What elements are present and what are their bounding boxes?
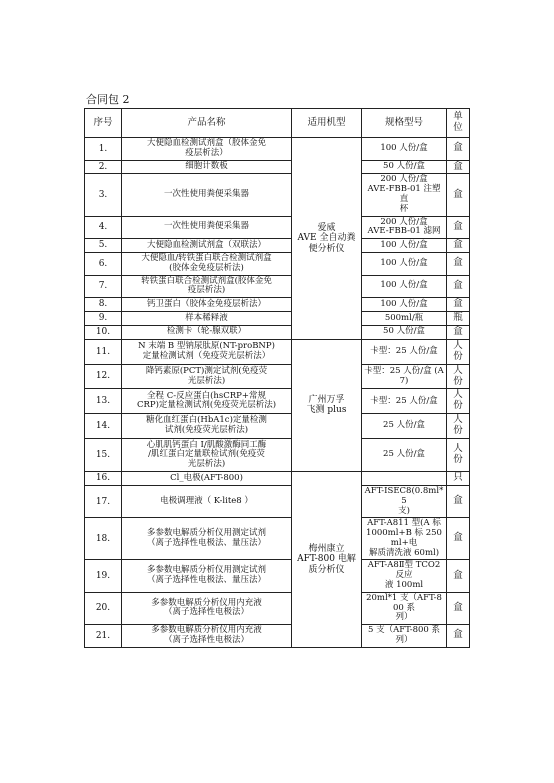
header-model: 适用机型 bbox=[292, 109, 362, 138]
row-number: 4. bbox=[85, 216, 122, 239]
spec-model: 100 人份/盒 bbox=[362, 298, 447, 312]
row-number: 13. bbox=[85, 389, 122, 414]
spec-model: 50 人份/盒 bbox=[362, 160, 447, 174]
table-row bbox=[85, 275, 470, 298]
unit: 盒 bbox=[447, 592, 470, 624]
product-name: 一次性使用粪便采集器 bbox=[122, 216, 292, 239]
row-number: 19. bbox=[85, 560, 122, 592]
table-row bbox=[85, 138, 470, 161]
product-name: 大便隐血检测试剂盒（双联法） bbox=[122, 239, 292, 253]
row-number: 10. bbox=[85, 325, 122, 339]
unit: 盒 bbox=[447, 138, 470, 161]
product-name: 转铁蛋白联合检测试剂盒(胶体金免 疫层析法) bbox=[122, 275, 292, 298]
spec-model: 100 人份/盒 bbox=[362, 239, 447, 253]
product-name: 多参数电解质分析仪用测定试剂 （离子选择性电极法、量压法） bbox=[122, 560, 292, 592]
unit: 人 份 bbox=[447, 339, 470, 364]
header-spec: 规格型号 bbox=[362, 109, 447, 138]
spec-model: 卡型：25 人份/盒 bbox=[362, 389, 447, 414]
product-name: 细胞计数板 bbox=[122, 160, 292, 174]
table-row bbox=[85, 592, 470, 624]
table-row bbox=[85, 160, 470, 174]
unit: 人 份 bbox=[447, 389, 470, 414]
unit: 盒 bbox=[447, 486, 470, 518]
table-row bbox=[85, 625, 470, 648]
product-name: 降钙素原(PCT)测定试剂(免疫荧 光层析法) bbox=[122, 364, 292, 389]
unit: 人 份 bbox=[447, 439, 470, 472]
product-name: 检测卡（轮-腺双联） bbox=[122, 325, 292, 339]
unit: 盒 bbox=[447, 275, 470, 298]
header-row bbox=[85, 109, 470, 138]
applicable-model: 广州万孚 飞测 plus bbox=[292, 339, 362, 471]
unit: 盒 bbox=[447, 518, 470, 560]
row-number: 15. bbox=[85, 439, 122, 472]
row-number: 11. bbox=[85, 339, 122, 364]
product-name: 多参数电解质分析仪用内充液 （离子选择性电极法） bbox=[122, 625, 292, 648]
spec-model: 500ml/瓶 bbox=[362, 311, 447, 325]
unit: 人 份 bbox=[447, 414, 470, 439]
header-seq: 序号 bbox=[85, 109, 122, 138]
spec-model: 20ml*1 支（AFT-800 系 列） bbox=[362, 592, 447, 624]
row-number: 18. bbox=[85, 518, 122, 560]
product-name: 钙卫蛋白（胶体金免疫层析法） bbox=[122, 298, 292, 312]
product-name: N 末端 B 型钠尿肽原(NT-proBNP) 定量检测试剂（免疫荧光层析法） bbox=[122, 339, 292, 364]
unit: 盒 bbox=[447, 239, 470, 253]
unit: 盒 bbox=[447, 325, 470, 339]
spec-model: 200 人份/盒 AVE-FBB-01 滤网 bbox=[362, 216, 447, 239]
product-name: 多参数电解质分析仪用内充液 （离子选择性电极法） bbox=[122, 592, 292, 624]
unit: 只 bbox=[447, 472, 470, 486]
row-number: 1. bbox=[85, 138, 122, 161]
table-row bbox=[85, 518, 470, 560]
table-row bbox=[85, 239, 470, 253]
row-number: 20. bbox=[85, 592, 122, 624]
table-row bbox=[85, 298, 470, 312]
table-row bbox=[85, 486, 470, 518]
unit: 盒 bbox=[447, 625, 470, 648]
product-name: 多参数电解质分析仪用测定试剂 （离子选择性电极法、量压法） bbox=[122, 518, 292, 560]
applicable-model: 爱威 AVE 全自动粪 便分析仪 bbox=[292, 138, 362, 340]
product-name: 样本稀释液 bbox=[122, 311, 292, 325]
row-number: 21. bbox=[85, 625, 122, 648]
table-row bbox=[85, 339, 470, 364]
row-number: 17. bbox=[85, 486, 122, 518]
product-name: 大便隐血/转铁蛋白联合检测试剂盒 (胶体金免疫层析法) bbox=[122, 252, 292, 275]
table-row bbox=[85, 560, 470, 592]
spec-model: AFT-ISEC8(0.8ml*5 支) bbox=[362, 486, 447, 518]
spec-model: AFT-A811 型(A 标 1000ml+B 标 250ml+电 解质清洗液 60ml) bbox=[362, 518, 447, 560]
unit: 盒 bbox=[447, 252, 470, 275]
contract-package-label: 合同包 2 bbox=[86, 93, 130, 106]
table-row bbox=[85, 364, 470, 389]
spec-model: 卡型：25 人份/盒 bbox=[362, 339, 447, 364]
header-unit: 单 位 bbox=[447, 109, 470, 138]
row-number: 5. bbox=[85, 239, 122, 253]
unit: 盒 bbox=[447, 216, 470, 239]
spec-model: AFT-A8Ⅱ型 TCO2 反应 液 100ml bbox=[362, 560, 447, 592]
table-row bbox=[85, 174, 470, 216]
unit: 盒 bbox=[447, 160, 470, 174]
spec-model: 25 人份/盒 bbox=[362, 414, 447, 439]
row-number: 6. bbox=[85, 252, 122, 275]
spec-model: 100 人份/盒 bbox=[362, 275, 447, 298]
row-number: 9. bbox=[85, 311, 122, 325]
spec-model: 100 人份/盒 bbox=[362, 138, 447, 161]
unit: 盒 bbox=[447, 298, 470, 312]
header-product-name: 产品名称 bbox=[122, 109, 292, 138]
product-name: 大便隐血检测试剂盒（胶体金免 疫层析法） bbox=[122, 138, 292, 161]
row-number: 8. bbox=[85, 298, 122, 312]
applicable-model: 梅州康立 AFT-800 电解 质分析仪 bbox=[292, 472, 362, 647]
row-number: 14. bbox=[85, 414, 122, 439]
row-number: 16. bbox=[85, 472, 122, 486]
spec-model: 100 人份/盒 bbox=[362, 252, 447, 275]
spec-model: 50 人份/盒 bbox=[362, 325, 447, 339]
product-name: 糖化血红蛋白(HbA1c)定量检测 试剂(免疫荧光层析法) bbox=[122, 414, 292, 439]
row-number: 2. bbox=[85, 160, 122, 174]
product-name: 全程 C-反应蛋白(hsCRP+常规 CRP)定量检测试剂(免疫荧光层析法) bbox=[122, 389, 292, 414]
unit: 盒 bbox=[447, 174, 470, 216]
spec-model: 25 人份/盒 bbox=[362, 439, 447, 472]
row-number: 3. bbox=[85, 174, 122, 216]
table-row bbox=[85, 325, 470, 339]
row-number: 7. bbox=[85, 275, 122, 298]
product-name: Cl_电极(AFT-800) bbox=[122, 472, 292, 486]
spec-model: 200 人份/盒 AVE-FBB-01 注塑 直 杯 bbox=[362, 174, 447, 216]
table-row bbox=[85, 414, 470, 439]
table-row bbox=[85, 389, 470, 414]
table-row bbox=[85, 472, 470, 486]
spec-model: 卡型：25 人份/盒 (A7) bbox=[362, 364, 447, 389]
spec-model bbox=[362, 472, 447, 486]
table-row bbox=[85, 216, 470, 239]
row-number: 12. bbox=[85, 364, 122, 389]
product-name: 电极调理液（ K-lite8 ） bbox=[122, 486, 292, 518]
product-table bbox=[84, 108, 470, 648]
product-name: 心肌肌钙蛋白 I/肌酸激酶同工酶 /肌红蛋白定量联检试剂(免疫荧 光层析法) bbox=[122, 439, 292, 472]
spec-model: 5 支（AFT-800 系列） bbox=[362, 625, 447, 648]
table-row bbox=[85, 311, 470, 325]
product-name: 一次性使用粪便采集器 bbox=[122, 174, 292, 216]
table-row bbox=[85, 252, 470, 275]
unit: 瓶 bbox=[447, 311, 470, 325]
unit: 盒 bbox=[447, 560, 470, 592]
table-row bbox=[85, 439, 470, 472]
unit: 人 份 bbox=[447, 364, 470, 389]
